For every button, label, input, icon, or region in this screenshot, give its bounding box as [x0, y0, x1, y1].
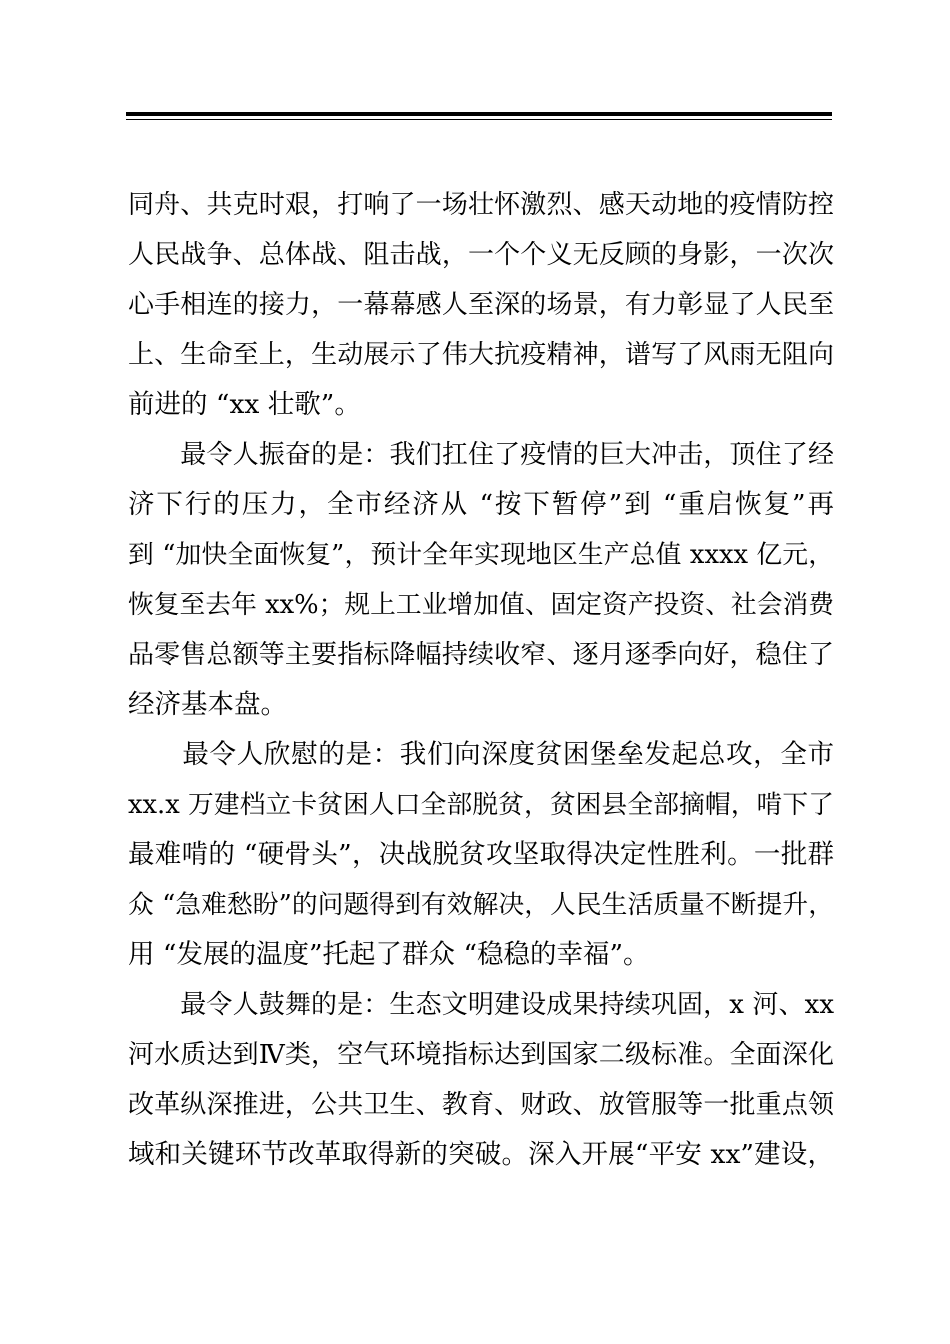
text-line: 同舟、共克时艰，打响了一场壮怀激烈、感天动地的疫情防控: [128, 190, 834, 220]
text-line: 众 “急难愁盼”的问题得到有效解决，人民生活质量不断提升，: [128, 890, 834, 920]
text-line: 用 “发展的温度”托起了群众 “稳稳的幸福”。: [128, 939, 650, 970]
text-line: 品零售总额等主要指标降幅持续收窄、逐月逐季向好，稳住了: [128, 640, 834, 670]
paragraph-1: [128, 180, 834, 430]
text-line: 最难啃的 “硬骨头”，决战脱贫攻坚取得决定性胜利。一批群: [128, 839, 834, 870]
header-double-rule: [126, 112, 832, 120]
text-line: 最令人振奋的是：我们扛住了疫情的巨大冲击，顶住了经: [128, 440, 834, 470]
text-line: 恢复至去年 xx%；规上工业增加值、固定资产投资、社会消费: [128, 590, 834, 620]
paragraph-2: [128, 430, 834, 730]
text-line: 域和关键环节改革取得新的突破。深入开展“平安 xx”建设，: [128, 1139, 834, 1170]
text-line: 最令人鼓舞的是：生态文明建设成果持续巩固，x 河、xx: [128, 990, 834, 1020]
text-line: 最令人欣慰的是：我们向深度贫困堡垒发起总攻，全市: [128, 739, 834, 770]
text-line: 上、生命至上，生动展示了伟大抗疫精神，谱写了风雨无阻向: [128, 340, 834, 370]
text-line: 经济基本盘。: [128, 689, 287, 720]
text-line: 到 “加快全面恢复”，预计全年实现地区生产总值 xxxx 亿元，: [128, 540, 834, 570]
paragraph-4: [128, 980, 834, 1180]
document-body: [128, 180, 834, 1180]
text-line: xx.x 万建档立卡贫困人口全部脱贫，贫困县全部摘帽，啃下了: [128, 790, 834, 820]
paragraph-3: [128, 730, 834, 980]
text-line: 济下行的压力，全市经济从 “按下暂停”到 “重启恢复”再: [128, 489, 834, 520]
header-rule-thin: [126, 119, 832, 120]
text-line: 改革纵深推进，公共卫生、教育、财政、放管服等一批重点领: [128, 1090, 834, 1120]
text-line: 河水质达到Ⅳ类，空气环境指标达到国家二级标准。全面深化: [128, 1040, 834, 1070]
text-line: 前进的 “xx 壮歌”。: [128, 389, 361, 420]
text-line: 心手相连的接力，一幕幕感人至深的场景，有力彰显了人民至: [128, 290, 834, 320]
text-line: 人民战争、总体战、阻击战，一个个义无反顾的身影，一次次: [128, 240, 834, 270]
